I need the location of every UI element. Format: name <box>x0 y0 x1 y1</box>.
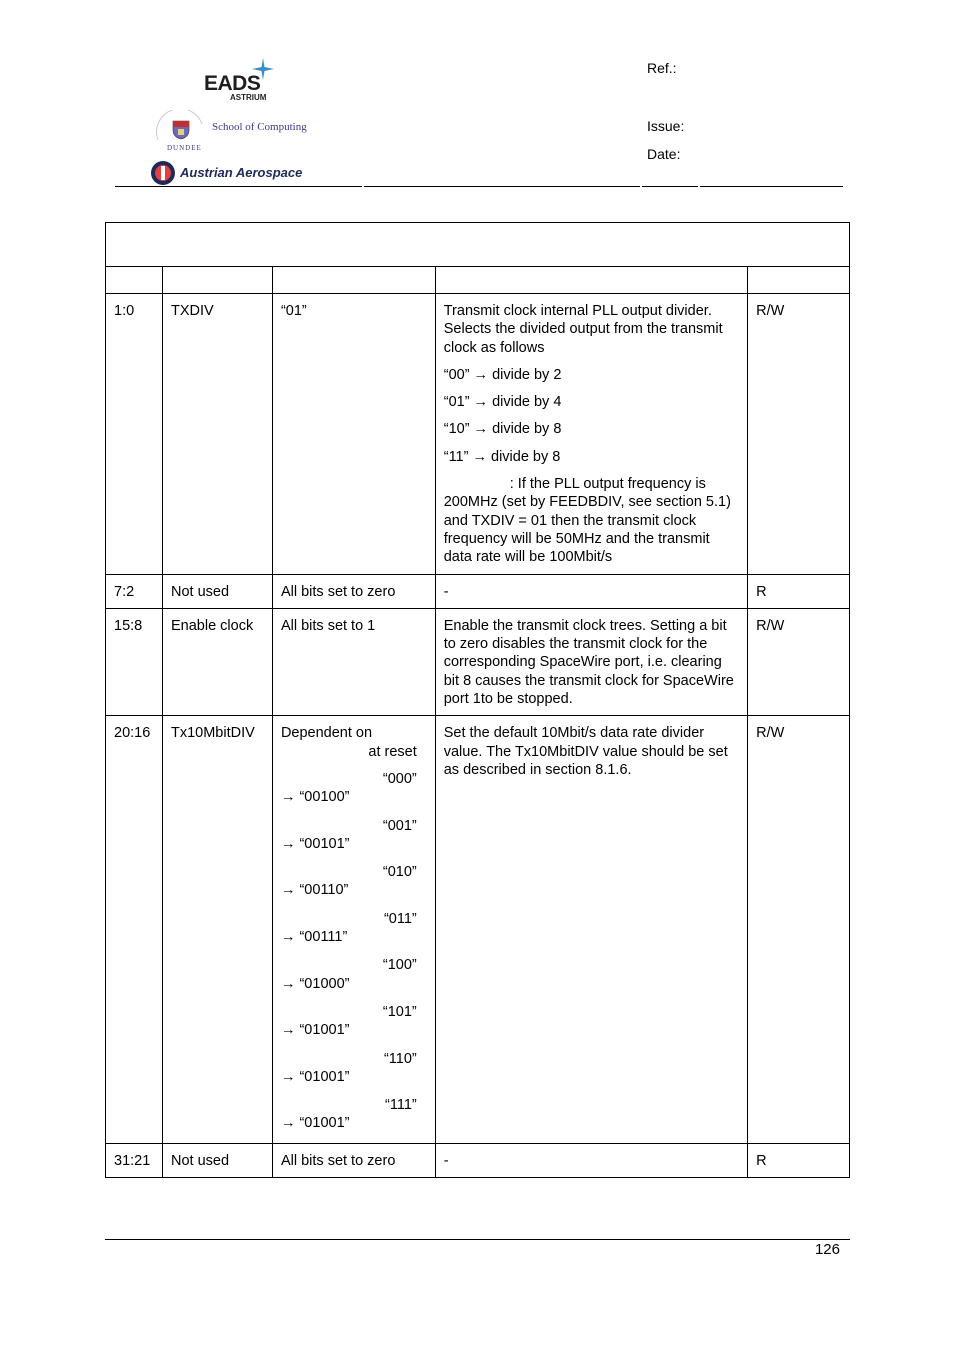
reset-mapping <box>281 817 427 854</box>
reset-to: → “01001” <box>280 1068 350 1085</box>
description-text: “01” → divide by 4 <box>443 394 562 411</box>
description-text: “11” → divide by 8 <box>443 448 561 465</box>
reset-to: → “00100” <box>280 789 350 806</box>
reset-mapping <box>281 1050 427 1087</box>
header-rule <box>115 186 362 187</box>
name-cell: Tx10MbitDIV <box>162 716 272 1143</box>
column-header <box>162 267 272 294</box>
school-of-computing-text: School of Computing <box>212 121 307 133</box>
reset-to: → “00110” <box>280 882 349 899</box>
access-cell: R/W <box>748 294 850 575</box>
register-table <box>105 222 850 1178</box>
reset-mapping <box>281 910 427 947</box>
header-rule <box>364 186 640 187</box>
reset-intro: Dependent on <box>280 725 373 742</box>
ref-label: Ref.: <box>647 60 677 76</box>
description-text: “00” → divide by 2 <box>443 366 562 383</box>
description-cell: - <box>435 1143 747 1177</box>
name-cell: Not used <box>162 574 272 608</box>
reset-cell: All bits set to 1 <box>272 608 435 715</box>
name-cell: Enable clock <box>162 608 272 715</box>
reset-intro: at reset <box>368 743 417 760</box>
description-text: “10” → divide by 8 <box>443 421 562 438</box>
description-cell <box>435 294 747 575</box>
reset-to: → “01001” <box>280 1115 350 1132</box>
reset-cell: “01” <box>272 294 435 575</box>
table-row <box>106 294 850 575</box>
access-cell: R <box>748 1143 850 1177</box>
header-rule <box>642 186 698 187</box>
column-header <box>272 267 435 294</box>
access-cell: R/W <box>748 716 850 1143</box>
header-rule <box>700 186 843 187</box>
dundee-text: DUNDEE <box>167 144 202 152</box>
reset-from: “100” <box>382 957 417 974</box>
description-cell: Enable the transmit clock trees. Setting a bit to zero disables the transmit clock for the corresponding SpaceWire port, i.e. clearing bit 8 causes the transmit clock for SpaceWire port 1to be stopped. <box>435 608 747 715</box>
table-row <box>106 574 850 608</box>
access-cell: R/W <box>748 608 850 715</box>
column-header <box>106 267 163 294</box>
access-cell: R <box>748 574 850 608</box>
bits-cell: 1:0 <box>106 294 163 575</box>
reset-cell: All bits set to zero <box>272 1143 435 1177</box>
austrian-aerospace-logo <box>150 160 340 188</box>
page-number: 126 <box>814 1241 840 1258</box>
reset-mapping <box>281 1096 427 1133</box>
austrian-aerospace-text: Austrian Aerospace <box>180 165 303 180</box>
reset-from: “001” <box>382 817 417 834</box>
reset-mapping <box>281 770 427 807</box>
austrian-seal-icon <box>150 160 176 186</box>
table-row <box>106 1143 850 1177</box>
table-row <box>106 608 850 715</box>
description-cell: - <box>435 574 747 608</box>
reset-mapping <box>281 956 427 993</box>
crest-icon <box>172 120 190 140</box>
reset-mapping <box>281 863 427 900</box>
column-header <box>435 267 747 294</box>
reset-to: → “00111” <box>280 929 348 946</box>
reset-mapping <box>281 1003 427 1040</box>
reset-to: → “00101” <box>280 835 350 852</box>
eads-astrium-logo <box>200 56 280 106</box>
column-header <box>748 267 850 294</box>
reset-cell: All bits set to zero <box>272 574 435 608</box>
reset-to: → “01000” <box>280 975 350 992</box>
footer-rule <box>105 1239 850 1240</box>
reset-from: “011” <box>383 910 417 927</box>
name-cell: Not used <box>162 1143 272 1177</box>
name-cell: TXDIV <box>162 294 272 575</box>
table-title <box>106 223 850 267</box>
bits-cell: 15:8 <box>106 608 163 715</box>
reset-from: “110” <box>383 1050 417 1067</box>
dundee-logo <box>150 110 335 156</box>
bits-cell: 7:2 <box>106 574 163 608</box>
description-cell: Set the default 10Mbit/s data rate divider value. The Tx10MbitDIV value should be set as described in section 8.1.6. <box>435 716 747 1143</box>
reset-from: “010” <box>382 864 417 881</box>
table-row <box>106 716 850 1143</box>
description-note: : If the PLL output frequency is 200MHz (set by FEEDBDIV, see section 5.1) and TXDIV = 01 then the transmit clock frequency will be 50MHz and the transmit data rate will be 100Mbit/s <box>443 476 731 566</box>
reset-from: “000” <box>382 770 417 787</box>
description-text: Transmit clock internal PLL output divider. Selects the divided output from the transmit clock as follows <box>443 303 723 356</box>
reset-from: “111” <box>385 1097 417 1114</box>
reset-from: “101” <box>382 1003 417 1020</box>
reset-cell <box>272 716 435 1143</box>
astrium-logo-text: ASTRIUM <box>230 93 267 102</box>
bits-cell: 20:16 <box>106 716 163 1143</box>
bits-cell: 31:21 <box>106 1143 163 1177</box>
issue-label: Issue: <box>647 118 685 134</box>
eads-logo-text: EADS <box>204 72 261 95</box>
date-label: Date: <box>647 146 681 162</box>
reset-to: → “01001” <box>280 1022 350 1039</box>
